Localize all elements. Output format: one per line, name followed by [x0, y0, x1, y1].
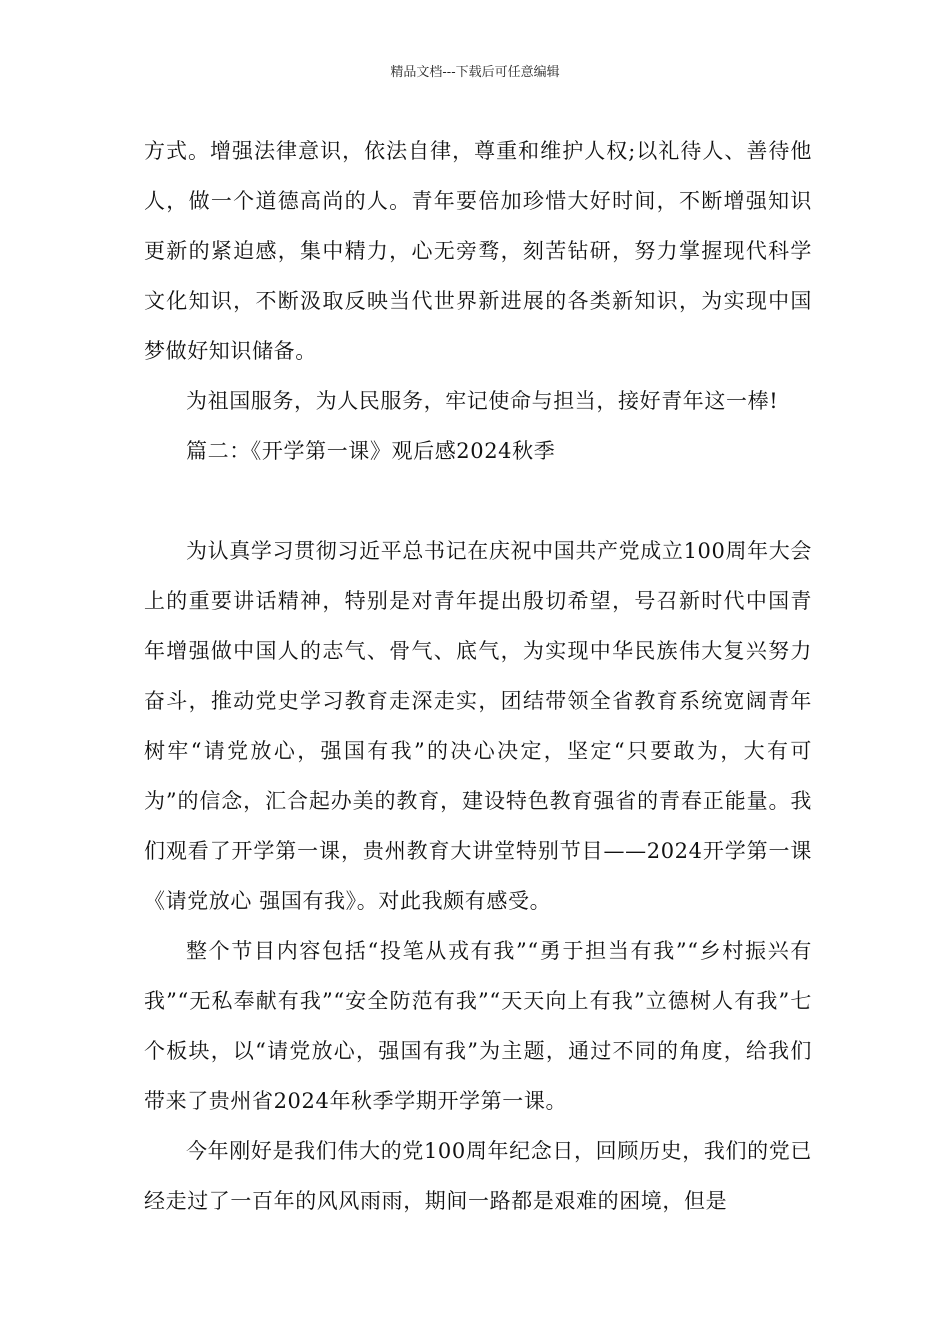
page-header: 精品文档---下载后可任意编辑 — [390, 65, 560, 80]
paragraph-continuation: 方式。增强法律意识，依法自律，尊重和维护人权;以礼待人、善待他人，做一个道德高尚的人。青年要倍加珍惜大好时间，不断增强知识更新的紧迫感，集中精力，心无旁骛，刻苦钻研，努力掌握现代科学文化知识，不断汲取反映当代世界新进展的各类新知识，为实现中国梦做好知识储备。 — [144, 139, 812, 363]
paragraph-closing-slogan: 为祖国服务，为人民服务，牢记使命与担当，接好青年这一棒! — [186, 389, 779, 413]
document-body — [144, 126, 812, 1226]
blank-line — [144, 476, 812, 526]
paragraph-history: 今年刚好是我们伟大的党100周年纪念日，回顾历史，我们的党已经走过了一百年的风风雨雨，期间一路都是艰难的困境，但是 — [144, 1139, 812, 1213]
paragraph-program-content: 整个节目内容包括“投笔从戎有我”“勇于担当有我”“乡村振兴有我”“无私奉献有我”“安全防范有我”“天天向上有我”立德树人有我”七个板块，以“请党放心，强国有我”为主题，通过不同的角度，给我们带来了贵州省2024年秋季学期开学第一课。 — [144, 939, 812, 1113]
section-heading: 篇二：《开学第一课》观后感2024秋季 — [186, 439, 556, 463]
paragraph-intro: 为认真学习贯彻习近平总书记在庆祝中国共产党成立100周年大会上的重要讲话精神，特别是对青年提出殷切希望，号召新时代中国青年增强做中国人的志气、骨气、底气，为实现中华民族伟大复兴努力奋斗，推动党史学习教育走深走实，团结带领全省教育系统宽阔青年树牢“请党放心，强国有我”的决心决定，坚定“只要敢为，大有可为”的信念，汇合起办美的教育，建设特色教育强省的青春正能量。我们观看了开学第一课，贵州教育大讲堂特别节目——2024开学第一课《请党放心 强国有我》。对此我颇有感受。 — [144, 539, 812, 913]
